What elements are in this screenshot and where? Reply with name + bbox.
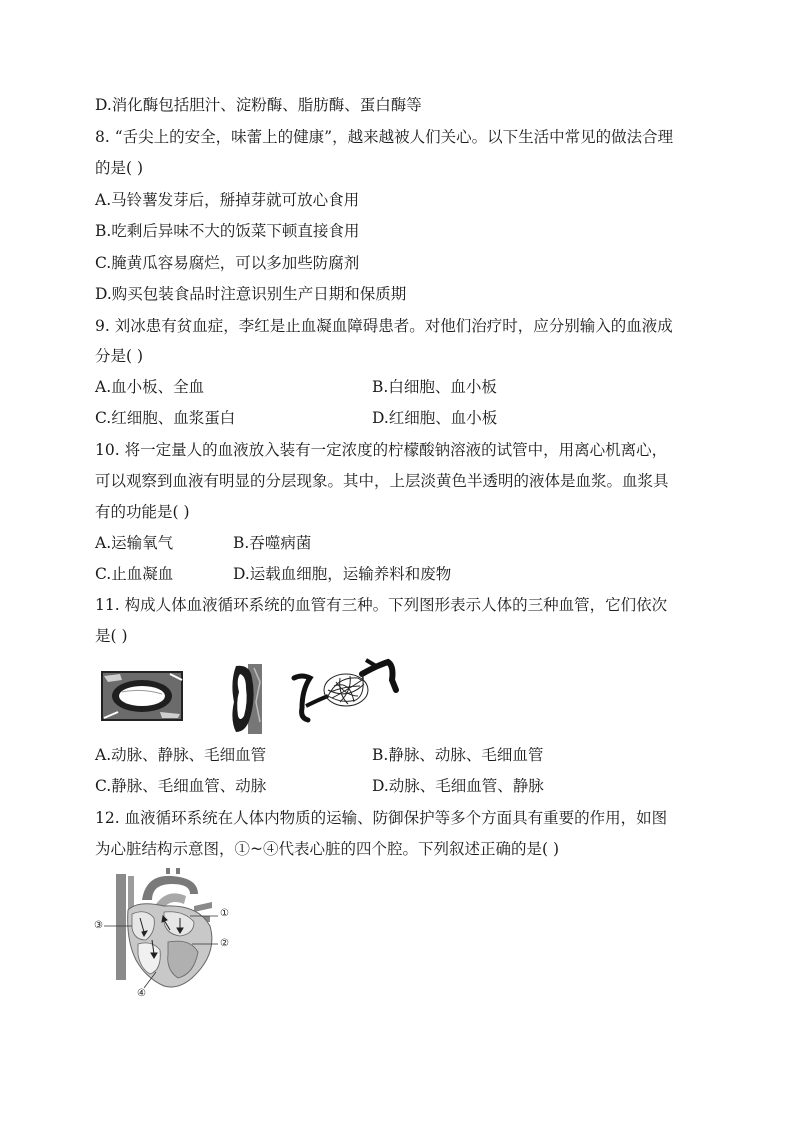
heart-label-1: ① xyxy=(220,908,229,919)
q10-option-a: A.运输氧气 xyxy=(95,534,174,552)
q11-stem-line1: 11. 构成人体血液循环系统的血管有三种。下列图形表示人体的三种血管，它们依次 xyxy=(95,596,668,614)
q8-stem-line1: 8. “舌尖上的安全，味蕾上的健康”，越来越被人们关心。以下生活中常见的做法合理 xyxy=(95,128,674,146)
q8-option-d: D.购买包装食品时注意识别生产日期和保质期 xyxy=(95,285,407,303)
q10-stem-line3: 有的功能是( ) xyxy=(95,503,190,521)
q8-stem-line2: 的是( ) xyxy=(95,159,144,177)
q7-option-d: D.消化酶包括胆汁、淀粉酶、脂肪酶、蛋白酶等 xyxy=(95,96,422,114)
q10-option-c: C.止血凝血 xyxy=(95,565,174,583)
q9-option-d: D.红细胞、血小板 xyxy=(372,409,498,427)
q11-option-b: B.静脉、动脉、毛细血管 xyxy=(372,746,544,764)
q11-option-d: D.动脉、毛细血管、静脉 xyxy=(372,777,544,795)
q8-option-c: C.腌黄瓜容易腐烂，可以多加些防腐剂 xyxy=(95,254,360,272)
q8-option-a: A.马铃薯发芽后，掰掉芽就可放心食用 xyxy=(95,191,360,209)
q10-stem-line2: 可以观察到血液有明显的分层现象。其中，上层淡黄色半透明的液体是血浆。血浆具 xyxy=(95,472,669,490)
heart-structure-diagram xyxy=(94,870,244,1000)
q9-option-a: A.血小板、全血 xyxy=(95,378,205,396)
q9-option-b: B.白细胞、血小板 xyxy=(372,378,497,396)
heart-label-3: ③ xyxy=(94,920,103,931)
heart-label-2: ② xyxy=(220,938,229,949)
q8-option-b: B.吃剩后异味不大的饭菜下顿直接食用 xyxy=(95,222,360,240)
q9-option-c: C.红细胞、血浆蛋白 xyxy=(95,409,236,427)
q11-option-c: C.静脉、毛细血管、动脉 xyxy=(95,777,267,795)
q9-stem-line1: 9. 刘冰患有贫血症，李红是止血凝血障碍患者。对他们治疗时，应分别输入的血液成 xyxy=(95,317,673,335)
artery-cross-section-image xyxy=(100,668,184,724)
heart-label-4: ④ xyxy=(137,988,146,999)
q10-stem-line1: 10. 将一定量人的血液放入装有一定浓度的柠檬酸钠溶液的试管中，用离心机离心， xyxy=(95,441,668,459)
vein-cross-section-image xyxy=(228,662,264,736)
q9-stem-line2: 分是( ) xyxy=(95,347,144,365)
q10-option-b: B.吞噬病菌 xyxy=(233,534,312,552)
q11-stem-line2: 是( ) xyxy=(95,627,128,645)
q12-stem-line1: 12. 血液循环系统在人体内物质的运输、防御保护等多个方面具有重要的作用，如图 xyxy=(95,809,668,827)
capillary-network-image xyxy=(292,656,398,728)
q11-option-a: A.动脉、静脉、毛细血管 xyxy=(95,746,267,764)
q12-stem-line2: 为心脏结构示意图，①~④代表心脏的四个腔。下列叙述正确的是( ) xyxy=(95,840,560,858)
q10-option-d: D.运载血细胞，运输养料和废物 xyxy=(233,565,452,583)
